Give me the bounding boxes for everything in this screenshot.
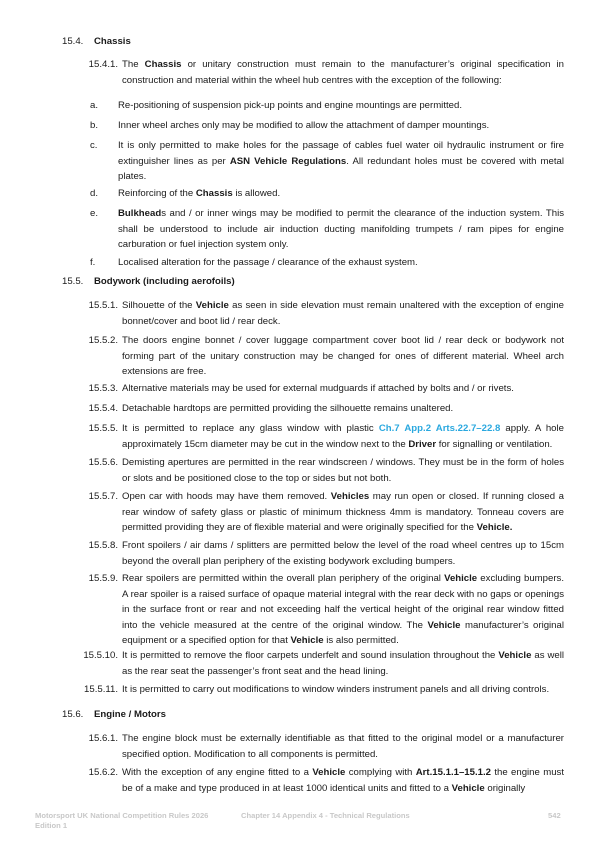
clause-text: Alternative materials may be used for external mudguards if attached by bolts and / or rivets. [122, 383, 514, 394]
list-text: Reinforcing of the Chassis is allowed. [118, 188, 281, 199]
clause-text: It is permitted to replace any glass window with plastic Ch.7 App.2 Arts.22.7–22.8 apply. A hole approximately 15cm diameter may be cut in the window next to the Driver for signalling or ventilation. [122, 423, 564, 450]
clause-15-5-10 [62, 648, 564, 679]
clause-15-5-6 [62, 455, 564, 486]
clause-number: 15.6.1. [88, 733, 118, 744]
list-item-f [62, 255, 564, 271]
clause-15-5-9 [62, 571, 564, 649]
clause-number: 15.4.1. [88, 59, 118, 70]
clause-number: 15.5.3. [88, 383, 118, 394]
clause-15-5-2 [62, 333, 564, 380]
list-label: f. [90, 257, 96, 268]
clause-text: Silhouette of the Vehicle as seen in side elevation must remain unaltered with the exception of engine bonnet/cover and boot lid / rear deck. [122, 300, 564, 327]
clause-15-5-5 [62, 421, 564, 452]
clause-15-6-1 [62, 731, 564, 762]
section-number: 15.5. [62, 276, 84, 287]
list-item-c [62, 138, 564, 185]
list-label: b. [90, 120, 99, 131]
list-item-d [62, 186, 564, 202]
clause-text: Detachable hardtops are permitted providing the silhouette remains unaltered. [122, 403, 454, 414]
clause-15-6-2 [62, 765, 564, 796]
list-label: d. [90, 188, 99, 199]
clause-text: Demisting apertures are permitted in the rear windscreen / windows. They must be in the form of holes or slots and be positioned close to the top or sides but not both. [122, 457, 564, 484]
section-number: 15.6. [62, 709, 84, 720]
list-item-b [62, 118, 564, 134]
footer-page-number: 542 [548, 811, 561, 820]
footer-chapter: Chapter 14 Appendix 4 - Technical Regulations [241, 811, 410, 820]
clause-number: 15.5.5. [88, 423, 118, 434]
clause-number: 15.5.2. [88, 335, 118, 346]
clause-text: With the exception of any engine fitted to a Vehicle complying with Art.15.1.1–15.1.2 the engine must be of a make and type produced in at least 1000 identical units and fitted to a Vehicle originally [122, 767, 565, 794]
clause-15-5-4 [62, 401, 564, 417]
list-text: Re-positioning of suspension pick-up points and engine mountings are permitted. [118, 100, 462, 111]
section-number: 15.4. [62, 36, 84, 47]
list-item-e [62, 206, 564, 253]
clause-number: 15.6.2. [88, 767, 118, 778]
clause-number: 15.5.1. [88, 300, 118, 311]
clause-number: 15.5.9. [88, 573, 118, 584]
list-item-a [62, 98, 564, 114]
list-text: Localised alteration for the passage / clearance of the exhaust system. [118, 257, 418, 268]
clause-15-5-3 [62, 381, 564, 397]
clause-number: 15.5.6. [88, 457, 118, 468]
clause-15-4-1 [62, 57, 564, 88]
clause-text: The doors engine bonnet / cover luggage compartment cover boot lid / rear deck or bodywork not forming part of the unitary construction may be changed for ones of different material. Wheel arch extensions are free. [122, 335, 564, 378]
clause-number: 15.5.11. [84, 684, 118, 695]
clause-text: The engine block must be externally identifiable as that fitted to the original model or a manufacturer specified option. Modification to all components is permitted. [122, 733, 564, 760]
clause-text: The Chassis or unitary construction must remain to the manufacturer’s original specification in construction and material within the wheel hub centres with the exception of the following: [122, 59, 565, 86]
clause-text: It is permitted to carry out modifications to window winders instrument panels and all driving controls. [122, 684, 550, 695]
list-text: It is only permitted to make holes for the passage of cables fuel water oil hydraulic instrument or fire extinguisher lines as per ASN Vehicle Regulations. All redundant holes must be covered with metal plates. [118, 140, 564, 183]
clause-number: 15.5.4. [88, 403, 118, 414]
section-title: Engine / Motors [94, 709, 166, 720]
footer-left [35, 811, 208, 831]
clause-text: Rear spoilers are permitted within the overall plan periphery of the original Vehicle excluding bumpers. A rear spoiler is a raised surface of opaque material integral with the rear deck with no gaps or openings in the surface front or rear and not exceeding half the vertical height of the original rear window fitted into the vehicle measured at the centre of the original window. The Vehicle manufacturer’s original equipment or a specified option for that Vehicle is also permitted. [122, 573, 564, 647]
clause-text: Open car with hoods may have them removed. Vehicles may run open or closed. If running closed a rear window of safety glass or plastic of minimum thickness 4mm is mandatory. Tonneau covers are permitted providing they are of flexible material and were originally specified for the Vehicle. [122, 491, 564, 534]
footer-rulebook-title: Motorsport UK National Competition Rules 2026 [35, 811, 209, 820]
clause-15-5-8 [62, 538, 564, 569]
clause-number: 15.5.8. [88, 540, 118, 551]
list-label: e. [90, 208, 99, 219]
clause-15-5-7 [62, 489, 564, 536]
clause-15-5-1 [62, 298, 564, 329]
regulation-link[interactable]: Ch.7 App.2 Arts.22.7–22.8 [378, 423, 501, 434]
clause-15-5-11 [62, 682, 564, 698]
section-title: Bodywork (including aerofoils) [94, 276, 235, 287]
list-text: Inner wheel arches only may be modified to allow the attachment of damper mountings. [118, 120, 490, 131]
clause-number: 15.5.10. [83, 650, 118, 661]
clause-number: 15.5.7. [88, 491, 118, 502]
list-label: a. [90, 100, 99, 111]
list-label: c. [90, 140, 98, 151]
clause-text: Front spoilers / air dams / splitters are permitted below the level of the road wheel centres up to 15cm beyond the overall plan periphery of the existing bodywork excluding bumpers. [122, 540, 564, 567]
clause-text: It is permitted to remove the floor carpets underfelt and sound insulation throughout the Vehicle as well as the rear seat the passenger’s front seat and the head lining. [122, 650, 564, 677]
section-title: Chassis [94, 36, 131, 47]
footer-edition: Edition 1 [35, 821, 68, 830]
list-text: Bulkheads and / or inner wings may be modified to permit the clearance of the induction system. This shall be understood to include air induction ducting manifolding trumpets / ram pipes for engine carburation or fuel injection system only. [118, 208, 564, 251]
